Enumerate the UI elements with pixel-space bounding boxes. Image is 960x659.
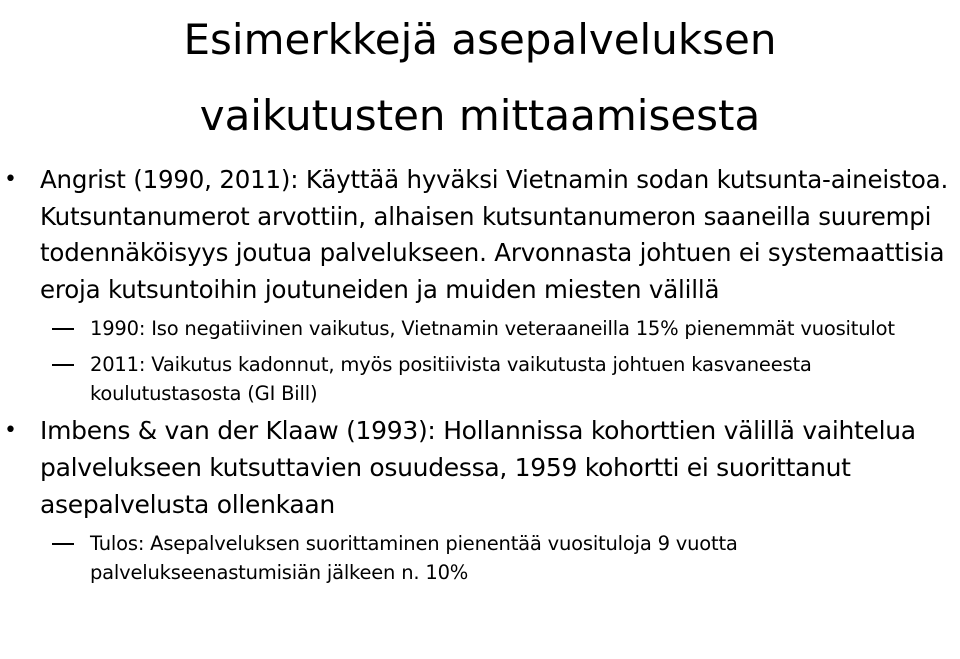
bullet-text: Imbens & van der Klaaw (1993): Hollannissa kohorttien välillä vaihtelua palvelukseen kutsuttavien osuudessa, 1959 kohortti ei suorittanut asepalvelusta ollenkaan: [40, 416, 916, 519]
sub-bullet-tulos: [0, 529, 960, 587]
bullet-marker: •: [4, 167, 17, 192]
dash-marker: [52, 364, 74, 366]
sub-bullet-text: 1990: Iso negatiivinen vaikutus, Vietnamin veteraaneilla 15% pienemmät vuositulot: [90, 317, 895, 340]
title-line-2: vaikutusten mittaamisesta: [199, 91, 761, 140]
bullet-angrist: [0, 162, 960, 308]
bullet-imbens: [0, 412, 960, 523]
sub-bullet-1990: [0, 314, 960, 343]
sub-bullet-text: 2011: Vaikutus kadonnut, myös positiivista vaikutusta johtuen kasvaneesta koulutustasosta (GI Bill): [90, 353, 812, 405]
dash-marker: [52, 543, 74, 545]
slide-title: [0, 0, 960, 154]
dash-marker: [52, 328, 74, 330]
bullet-marker: •: [4, 418, 17, 443]
sub-bullet-2011: [0, 350, 960, 408]
bullet-text: Angrist (1990, 2011): Käyttää hyväksi Vietnamin sodan kutsunta-aineistoa. Kutsuntanumerot arvottiin, alhaisen kutsuntanumeron saaneilla suurempi todennäköisyys joutua palvelukseen. Arvonnasta johtuen ei systemaattisia eroja kutsuntoihin joutuneiden ja muiden miesten välillä: [40, 165, 949, 304]
sub-bullet-text: Tulos: Asepalveluksen suorittaminen pienentää vuosituloja 9 vuotta palvelukseenastumisiän jälkeen n. 10%: [90, 532, 738, 584]
title-line-1: Esimerkkejä asepalveluksen: [183, 15, 777, 64]
slide-content: [0, 162, 960, 587]
